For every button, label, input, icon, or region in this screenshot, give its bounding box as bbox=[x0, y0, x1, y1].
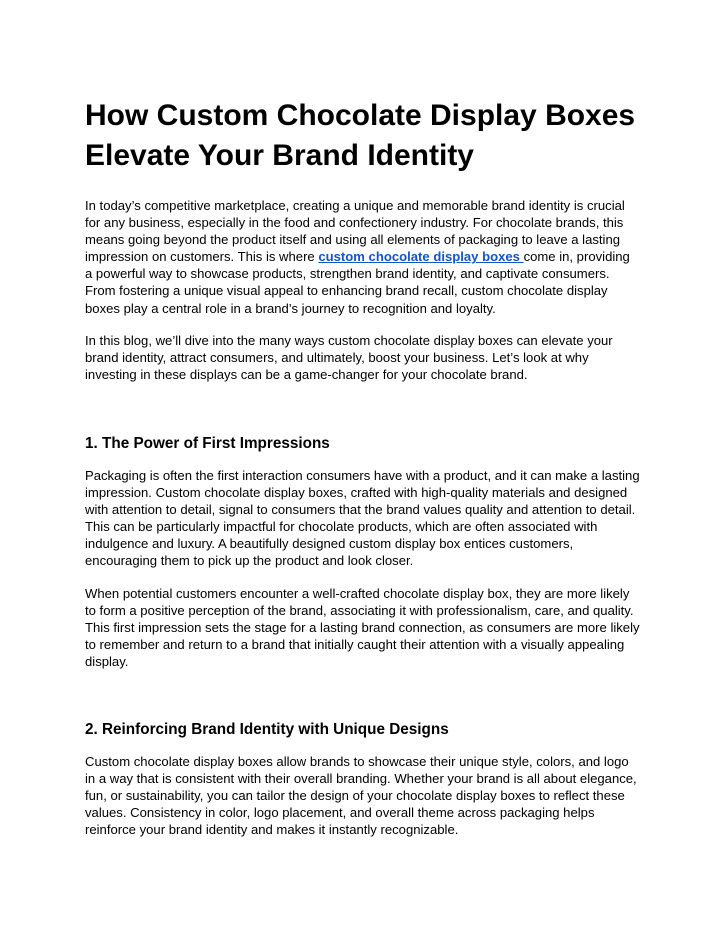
intro-text-before-link: In today’s competitive marketplace, creating a unique and memorable brand identity is crucial for any business, especially in the food and confectionery industry. For chocolate brands, this means going beyond the product itself and using all elements of packaging to leave a lasting impression on customers. This is where bbox=[85, 198, 625, 265]
section-heading-brand-identity: 2. Reinforcing Brand Identity with Unique Designs bbox=[85, 720, 449, 738]
section-1-paragraph-2: When potential customers encounter a well-crafted chocolate display box, they are more likely to form a positive perception of the brand, associating it with professionalism, care, and quality. This first impression sets the stage for a lasting brand connection, as consumers are more likely to remember and return to a brand that initially caught their attention with a visually appealing display. bbox=[85, 585, 640, 669]
document-page bbox=[85, 96, 640, 838]
article-title: How Custom Chocolate Display Boxes Elevate Your Brand Identity bbox=[85, 99, 636, 172]
section-1-paragraph-1: Packaging is often the first interaction consumers have with a product, and it can make a lasting impression. Custom chocolate display boxes, crafted with high-quality materials and designed with attention to detail, signal to consumers that the brand values quality and attention to detail. This can be particularly impactful for chocolate products, which are often associated with indulgence and luxury. A beautifully designed custom display box entices customers, encouraging them to pick up the product and look closer. bbox=[85, 467, 640, 569]
intro-text-after-link: come in, providing a powerful way to showcase products, strengthen brand identity, and captivate consumers. From fostering a unique visual appeal to enhancing brand recall, custom chocolate display boxes play a central role in a brand’s journey to recognition and loyalty. bbox=[85, 249, 630, 316]
custom-chocolate-display-boxes-link[interactable]: custom chocolate display boxes bbox=[318, 249, 524, 265]
section-heading-first-impressions: 1. The Power of First Impressions bbox=[85, 434, 330, 452]
intro-paragraph bbox=[85, 197, 640, 317]
section-2-paragraph-1: Custom chocolate display boxes allow brands to showcase their unique style, colors, and logo in a way that is consistent with their overall branding. Whether your brand is all about elegance, fun, or sustainability, you can tailor the design of your chocolate display boxes to reflect these values. Consistency in color, logo placement, and overall theme across packaging helps reinforce your brand identity and makes it instantly recognizable. bbox=[85, 753, 637, 838]
intro-paragraph-2: In this blog, we’ll dive into the many ways custom chocolate display boxes can elevate your brand identity, attract consumers, and ultimately, boost your business. Let’s look at why investing in these displays can be a game-changer for your chocolate brand. bbox=[85, 332, 613, 382]
